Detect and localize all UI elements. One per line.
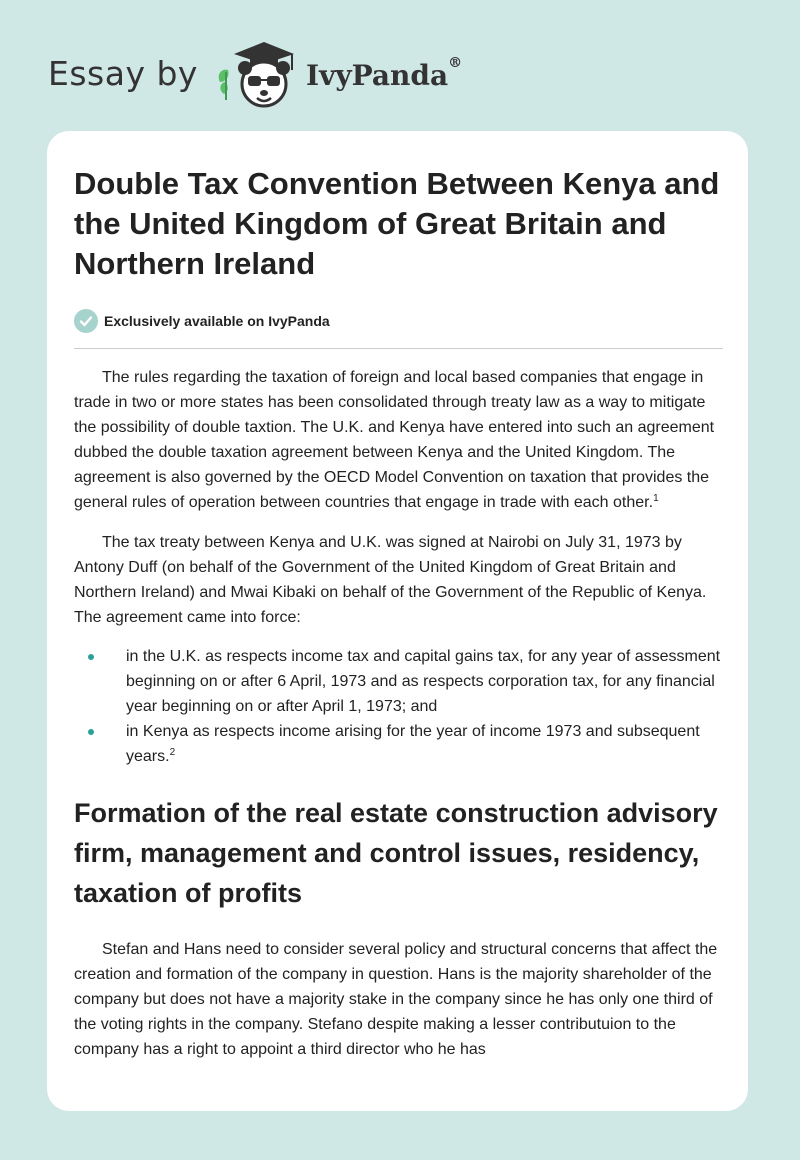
footnote-ref-2[interactable]: 2 <box>169 747 176 758</box>
paragraph-2: The tax treaty between Kenya and U.K. was signed at Nairobi on July 31, 1973 by Antony Duff (on behalf of the Government of the United Kingdom of Great Britain and Northern Ireland) and Mwai Kibaki on behalf of the Government of the Republic of Kenya. The agreement came into force: <box>74 534 707 626</box>
paragraph-3: Stefan and Hans need to consider several policy and structural concerns that affect the creation and formation of the company in question. Hans is the majority shareholder of the company but does not have a majority stake in the company since he has only one third of the voting rights in the company. Stefano despite making a lesser contributuion to the company has a right to appoint a third director who he has <box>74 941 718 1058</box>
list-item: in the U.K. as respects income tax and capital gains tax, for any year of assessment beginning on or after 6 April, 1973 and as respects corporation tax, for any financial year beginning on or after April 1, 1973; and <box>74 644 723 719</box>
footnote-ref-1[interactable]: 1 <box>653 493 659 504</box>
paragraph-1: The rules regarding the taxation of foreign and local based companies that engage in trade in two or more states has been consolidated through treaty law as a way to mitigate the possibility of double taxtion. The U.K. and Kenya have entered into such an agreement dubbed the double taxation agreement between Kenya and the United Kingdom. The agreement is also governed by the OECD Model Convention on taxation that provides the general rules of operation between countries that engage in trade with each other.$^1$ <box>74 369 715 511</box>
check-icon <box>74 309 98 333</box>
bullet-icon <box>88 729 94 735</box>
exclusive-label: Exclusively available on IvyPanda <box>104 313 330 329</box>
panda-logo-icon[interactable] <box>214 38 300 108</box>
exclusive-badge <box>74 308 723 334</box>
bullet-icon <box>88 654 94 660</box>
brand-header <box>48 38 462 108</box>
list-item: in Kenya as respects income arising for the year of income 1973 and subsequent years.$^2$ <box>74 719 723 769</box>
brand-prefix: Essay by <box>48 53 198 93</box>
bullet-list <box>74 644 723 769</box>
brand-name: IvyPanda® <box>305 54 463 92</box>
essay-title: Double Tax Convention Between Kenya and the United Kingdom of Great Britain and Northern Ireland <box>74 166 720 281</box>
section-heading: Formation of the real estate construction advisory firm, management and control issues, residency, taxation of profits <box>74 798 718 908</box>
divider <box>74 348 723 349</box>
essay-card <box>47 131 748 1111</box>
